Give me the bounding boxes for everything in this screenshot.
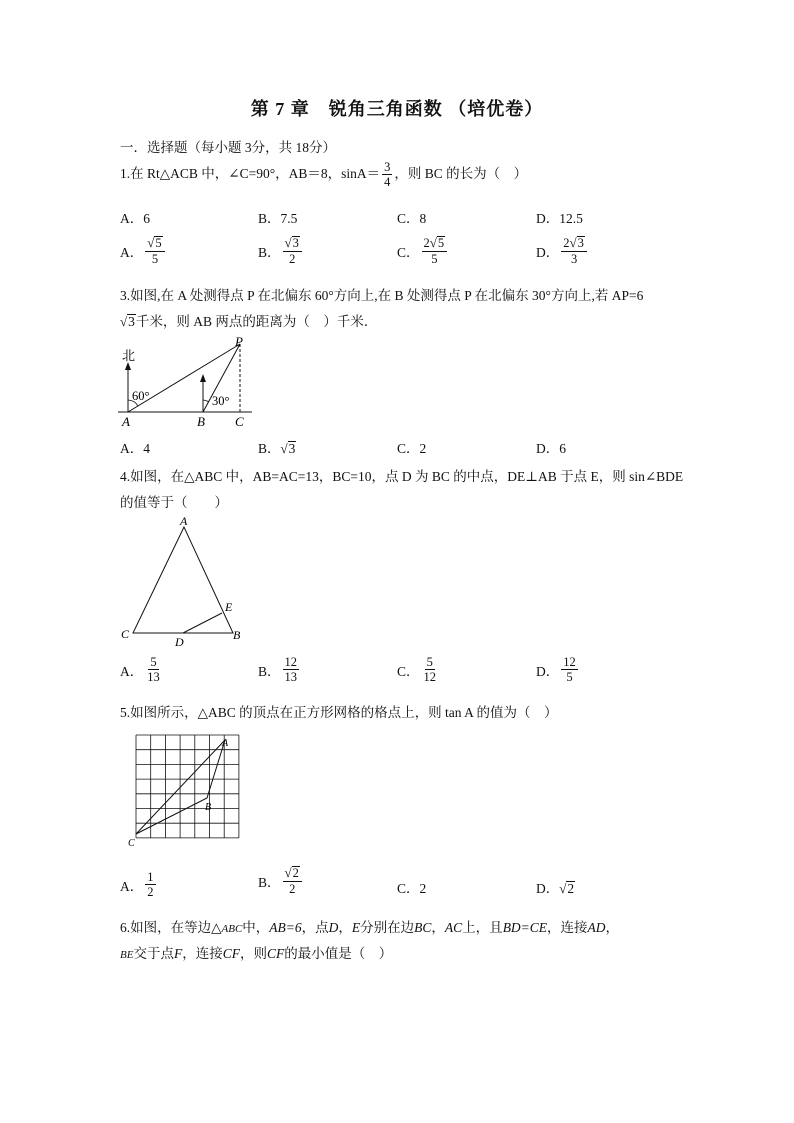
q2-a-rad: 5 (155, 236, 162, 250)
q2-b-rad: 3 (292, 236, 299, 250)
q6-t12: AC (444, 920, 463, 935)
q1-option-b[interactable]: B．7.5 (258, 211, 298, 226)
q5-a-num: 1 (147, 870, 154, 884)
q3-line2 (120, 310, 377, 330)
q4-point-b: B (233, 628, 241, 642)
q2-frac-a (145, 236, 164, 266)
q1-option-c[interactable]: C．8 (397, 211, 427, 226)
q4-frac-b (283, 655, 300, 685)
question-1 (120, 160, 527, 190)
q2-label-a: A． (120, 245, 144, 261)
q3-label-b: B． (258, 441, 281, 456)
q2-c-coef: 2 (423, 236, 430, 250)
q1-frac-num: 3 (384, 160, 391, 174)
q5-b-den: 2 (289, 881, 296, 896)
q5-point-c: C (128, 838, 135, 849)
q6-t3: 中， (242, 920, 270, 935)
q4-frac-d (561, 655, 578, 685)
q1-text-pre: 1.在 Rt△ACB 中，∠C=90°，AB＝8，sinA＝ (120, 165, 381, 181)
q1-option-a[interactable]: A．6 (120, 211, 150, 226)
q6-t8: E (351, 920, 361, 935)
q6-line2 (120, 942, 392, 962)
q2-option-b[interactable] (258, 236, 304, 266)
q3-point-a: A (122, 414, 130, 429)
q3-line1: 3.如图,在 A 处测得点 P 在北偏东 60°方向上,在 B 处测得点 P 在北偏东 30°方向上,若 AP=6 (120, 288, 644, 303)
q2-frac-b (283, 236, 302, 266)
q5-point-a: A (222, 738, 229, 749)
q2-a-num: √5 (145, 236, 164, 252)
q6-t15: ，连接 (547, 920, 588, 935)
q4-option-c[interactable] (397, 655, 440, 685)
q6-u4: ，连接 (182, 946, 223, 961)
q5-grid (136, 735, 239, 838)
q3-rad: 3 (128, 314, 135, 329)
q2-c-num: 2√5 (422, 236, 448, 252)
q6-t14: BD=CE (502, 920, 548, 935)
q5-d-rad: 2 (567, 881, 575, 896)
q6-u3: F (173, 946, 183, 961)
q2-label-c: C． (397, 245, 420, 261)
q3-option-c[interactable]: C．2 (397, 441, 427, 456)
q5-point-b: B (205, 802, 212, 813)
q5-frac-b (283, 866, 302, 896)
arrow-up-icon (125, 362, 131, 370)
q4-option-d[interactable] (536, 655, 580, 685)
q4-frac-c (422, 655, 439, 685)
q2-a-den: 5 (151, 251, 159, 266)
q5-text: 5.如图所示，△ABC 的顶点在正方形网格的格点上，则 tan A 的值为（ ） (120, 705, 558, 720)
q6-t17: ， (605, 920, 620, 935)
q2-option-d[interactable] (536, 236, 589, 266)
q6-t13: 上，且 (462, 920, 503, 935)
q5-option-d[interactable]: D．√2 (536, 881, 575, 896)
q4-triangle (133, 527, 233, 633)
q4-line1: 4.如图，在△ABC 中，AB=AC=13，BC=10，点 D 为 BC 的中点，DE⊥AB 于点 E，则 sin∠BDE (120, 469, 684, 484)
q6-line1 (120, 916, 619, 936)
q6-t1: 6.如图，在等边△ (120, 920, 222, 935)
sqrt-icon: √ (120, 314, 128, 329)
q4-b-den: 13 (284, 670, 298, 685)
q6-t7: ， (338, 920, 352, 935)
q5-figure (124, 728, 244, 850)
q4-label-b: B． (258, 663, 281, 679)
q2-c-den: 5 (431, 251, 438, 266)
q3-figure (112, 336, 262, 432)
q5-label-d: D． (536, 881, 560, 896)
q2-d-rad: 3 (577, 236, 584, 250)
q4-a-num: 5 (150, 655, 157, 669)
q5-option-b[interactable] (258, 866, 304, 896)
arrow-up-icon (200, 374, 206, 382)
section-heading: 一．选择题（每小题 3分，共 18分） (120, 140, 336, 155)
q4-frac-a (145, 655, 162, 685)
q2-option-c[interactable] (397, 236, 449, 266)
q1-fraction (382, 160, 392, 190)
q6-t4: AB=6 (269, 920, 302, 935)
q4-point-d: D (175, 635, 184, 649)
q4-line2: 的值等于（ ） (120, 495, 228, 510)
q4-point-a: A (180, 514, 188, 528)
q5-option-a[interactable] (120, 870, 158, 900)
q4-label-a: A． (120, 663, 144, 679)
q6-u5: CF (222, 946, 240, 961)
q6-t5: ，点 (301, 920, 329, 935)
q3-angle-arc-b (203, 400, 209, 402)
q3-option-a[interactable]: A．4 (120, 441, 150, 456)
q5-option-c[interactable]: C．2 (397, 881, 427, 896)
q3-point-p: P (235, 336, 243, 349)
q4-label-c: C． (397, 663, 420, 679)
q5-a-den: 2 (147, 885, 154, 900)
q4-figure (115, 513, 255, 649)
q2-d-den: 3 (570, 251, 578, 266)
q4-point-c: C (121, 627, 130, 641)
q2-c-rad: 5 (437, 236, 445, 250)
q4-option-a[interactable] (120, 655, 164, 685)
q2-frac-d (561, 236, 587, 266)
q6-t10: BC (414, 920, 432, 935)
q6-u6: ，则 (239, 946, 267, 961)
q1-text-post: ，则 BC 的长为（ ） (394, 165, 528, 181)
q2-option-a[interactable] (120, 236, 167, 266)
q2-b-num: √3 (283, 236, 302, 252)
q4-b-num: 12 (284, 655, 298, 669)
q5-label-b: B． (258, 875, 281, 891)
q5-label-a: A． (120, 878, 144, 894)
q6-u1: BE (120, 949, 134, 961)
q5-b-num: √2 (283, 866, 302, 882)
q5-b-rad: 2 (292, 866, 299, 880)
q4-segment-de (183, 613, 222, 633)
q6-t6: D (328, 920, 339, 935)
q6-t2: ABC (221, 923, 243, 935)
q6-u2: 交于点 (133, 946, 174, 961)
q1-frac-den: 4 (384, 175, 391, 190)
q6-t16: AD (587, 920, 606, 935)
q4-d-den: 5 (566, 670, 573, 685)
q4-a-den: 13 (147, 670, 160, 685)
q2-frac-c (422, 236, 448, 266)
q4-d-num: 12 (563, 655, 576, 669)
q4-option-b[interactable] (258, 655, 301, 685)
q1-option-d[interactable]: D．12.5 (536, 211, 583, 226)
q2-label-d: D． (536, 245, 560, 261)
q5-triangle (136, 740, 225, 834)
q3-option-d[interactable]: D．6 (536, 441, 566, 456)
q6-u7: CF (266, 946, 285, 961)
q2-label-b: B． (258, 245, 281, 261)
q4-point-e: E (225, 600, 233, 614)
q4-c-den: 12 (423, 670, 437, 685)
q3-option-b[interactable]: B．√3 (258, 441, 296, 456)
q3-angle-60: 60° (132, 389, 150, 403)
q2-b-den: 2 (289, 251, 296, 266)
q4-label-d: D． (536, 663, 560, 679)
q5-frac-a (145, 870, 155, 900)
q3-north-label: 北 (122, 348, 136, 363)
q3-line2-post: 千米，则 AB 两点的距离为（ ）千米． (135, 314, 378, 329)
q6-u8: 的最小值是（ ） (284, 946, 393, 961)
q6-t9: 分别在边 (360, 920, 415, 935)
q3-point-b: B (197, 414, 205, 429)
q3-angle-30: 30° (212, 394, 230, 408)
q4-c-num: 5 (426, 655, 433, 669)
page-title: 第 7 章 锐角三角函数 （培优卷） (250, 99, 544, 119)
q3-b-rad: 3 (288, 441, 296, 456)
q2-d-coef: 2 (563, 236, 570, 250)
q2-d-num: 2√3 (561, 236, 587, 252)
q3-point-c: C (235, 414, 244, 429)
q6-t11: ， (431, 920, 445, 935)
